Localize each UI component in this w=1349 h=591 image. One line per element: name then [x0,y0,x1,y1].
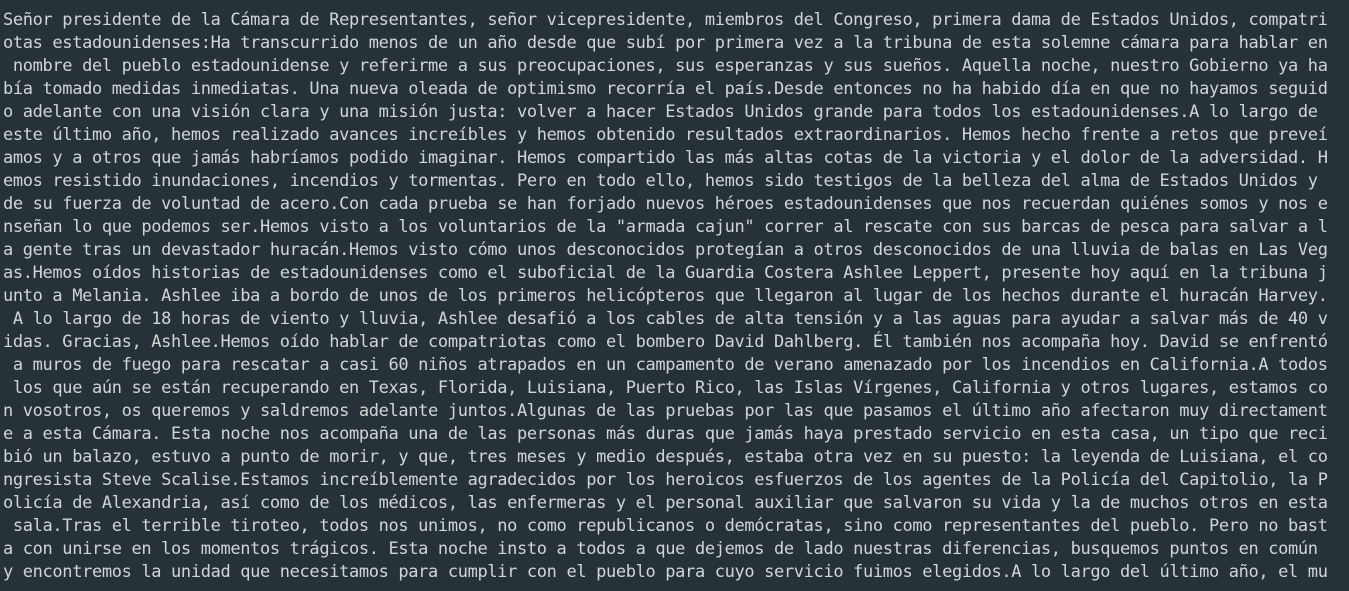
text-line: olicía de Alexandria, así como de los médicos, las enfermeras y el personal auxiliar que salvaron su vida y la de muchos otros en esta [3,493,1328,513]
text-line: e a esta Cámara. Esta noche nos acompaña una de las personas más duras que jamás haya prestado servicio en esta casa, un tipo que reci [3,424,1328,444]
text-line: bió un balazo, estuvo a punto de morir, y que, tres meses y medio después, estaba otra vez en su puesto: la leyenda de Luisiana, el co [3,447,1328,467]
text-line: otas estadounidenses:Ha transcurrido menos de un año desde que subí por primera vez a la tribuna de esta solemne cámara para hablar en [3,33,1328,53]
text-line: A lo largo de 18 horas de viento y lluvia, Ashlee desafió a los cables de alta tensión y a las aguas para ayudar a salvar más de 40 v [3,309,1328,329]
text-line: n vosotros, os queremos y saldremos adelante juntos.Algunas de las pruebas por las que pasamos el último año afectaron muy directament [3,401,1328,421]
text-line: nseñan lo que podemos ser.Hemos visto a los voluntarios de la "armada cajun" correr al rescate con sus barcas de pesca para salvar a l [3,217,1328,237]
text-line: idas. Gracias, Ashlee.Hemos oído hablar de compatriotas como el bombero David Dahlberg. Él también nos acompaña hoy. David se enfrentó [3,332,1328,352]
text-line: Señor presidente de la Cámara de Representantes, señor vicepresidente, miembros del Congreso, primera dama de Estados Unidos, compatri [3,10,1328,30]
text-line: a con unirse en los momentos trágicos. Esta noche insto a todos a que dejemos de lado nuestras diferencias, busquemos puntos en común [3,539,1318,559]
text-line: amos y a otros que jamás habríamos podido imaginar. Hemos compartido las más altas cotas de la victoria y el dolor de la adversidad. H [3,148,1328,168]
text-line: sala.Tras el terrible tiroteo, todos nos unimos, no como republicanos o demócratas, sino como representantes del pueblo. Pero no bast [3,516,1328,536]
text-line: unto a Melania. Ashlee iba a bordo de unos de los primeros helicópteros que llegaron al lugar de los hechos durante el huracán Harvey. [3,286,1328,306]
text-line: de su fuerza de voluntad de acero.Con cada prueba se han forjado nuevos héroes estadounidenses que nos recuerdan quiénes somos y nos e [3,194,1328,214]
text-line: a gente tras un devastador huracán.Hemos visto cómo unos desconocidos protegían a otros desconocidos de una lluvia de balas en Las Veg [3,240,1328,260]
text-line: los que aún se están recuperando en Texas, Florida, Luisiana, Puerto Rico, las Islas Vírgenes, California y otros lugares, estamos co [3,378,1328,398]
text-line: o adelante con una visión clara y una misión justa: volver a hacer Estados Unidos grande para todos los estadounidenses.A lo largo de [3,102,1318,122]
text-line: nombre del pueblo estadounidense y referirme a sus preocupaciones, sus esperanzas y sus sueños. Aquella noche, nuestro Gobierno ya ha [3,56,1328,76]
text-line: y encontremos la unidad que necesitamos para cumplir con el pueblo para cuyo servicio fuimos elegidos.A lo largo del último año, el mu [3,562,1328,582]
text-line: ngresista Steve Scalise.Estamos increíblemente agradecidos por los heroicos esfuerzos de los agentes de la Policía del Capitolio, la P [3,470,1328,490]
text-line: a muros de fuego para rescatar a casi 60 niños atrapados en un campamento de verano amenazado por los incendios en California.A todos [3,355,1328,375]
text-line: bía tomado medidas inmediatas. Una nueva oleada de optimismo recorría el país.Desde entonces no ha habido día en que no hayamos seguid [3,79,1328,99]
text-line: as.Hemos oídos historias de estadounidenses como el suboficial de la Guardia Costera Ashlee Leppert, presente hoy aquí en la tribuna j [3,263,1328,283]
text-line: emos resistido inundaciones, incendios y tormentas. Pero en todo ello, hemos sido testigos de la belleza del alma de Estados Unidos y [3,171,1318,191]
text-line: este último año, hemos realizado avances increíbles y hemos obtenido resultados extraordinarios. Hemos hecho frente a retos que preveí [3,125,1328,145]
